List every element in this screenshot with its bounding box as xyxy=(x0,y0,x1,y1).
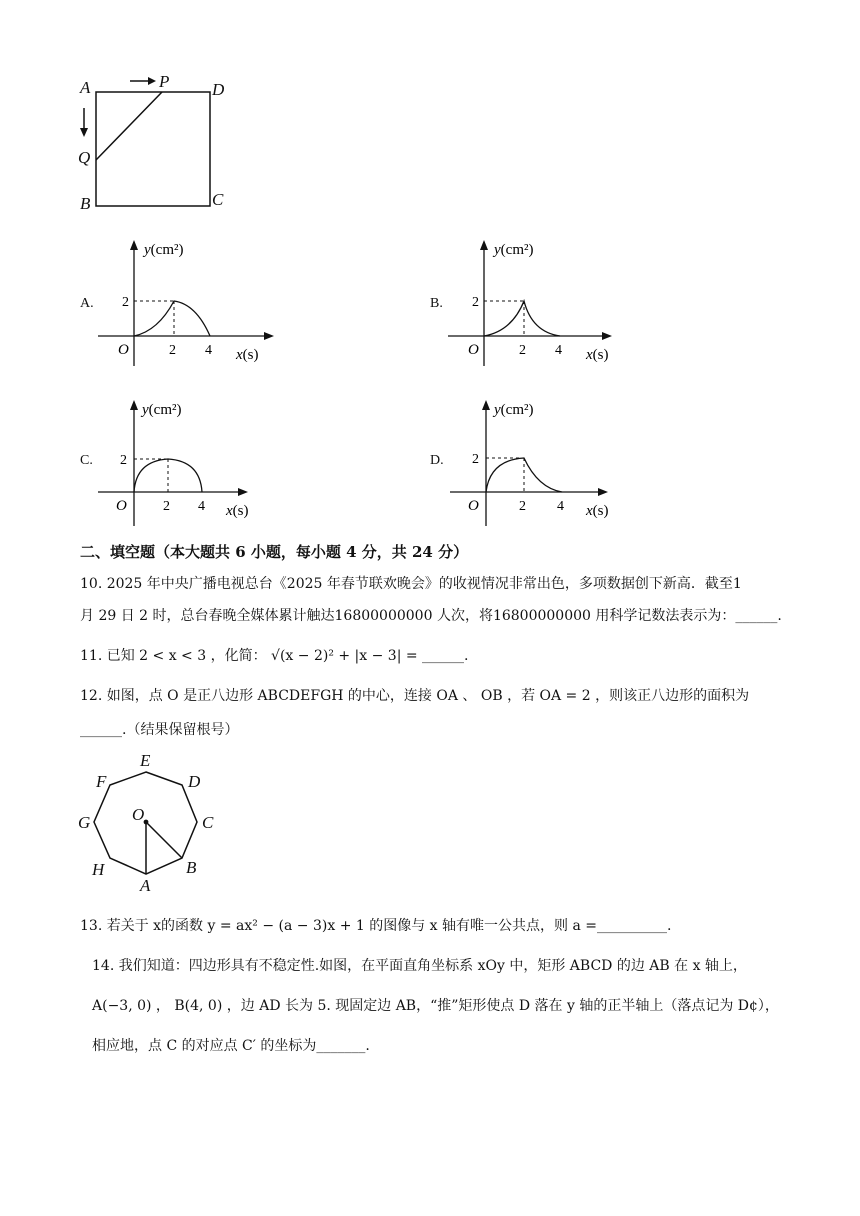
svg-text:x(s): x(s) xyxy=(586,347,609,363)
svg-text:O: O xyxy=(468,342,479,358)
label-B: B xyxy=(80,194,91,213)
octagon-label-E: E xyxy=(140,751,151,770)
svg-text:2: 2 xyxy=(122,295,129,310)
svg-text:y(cm²): y(cm²) xyxy=(144,242,184,258)
svg-text:O: O xyxy=(118,342,129,358)
label-P: P xyxy=(159,72,170,91)
svg-text:2: 2 xyxy=(519,499,526,514)
option-C-graph xyxy=(96,396,286,526)
option-A-letter: A. xyxy=(80,296,94,311)
q14-line3: 相应地，点 C 的对应点 C′ 的坐标为_______. xyxy=(92,1038,370,1054)
q11-text: 11. 已知 2 < x < 3 ，化简： √(x − 2)² + |x − 3| = ______. xyxy=(80,648,469,664)
octagon-figure xyxy=(74,750,234,900)
svg-text:y(cm²): y(cm²) xyxy=(494,242,534,258)
q12-line1: 12. 如图，点 O 是正八边形 ABCDEFGH 的中心，连接 OA 、 OB ，若 OA = 2 ，则该正八边形的面积为 xyxy=(80,688,750,704)
label-C: C xyxy=(212,190,224,209)
q14-line2: A(−3, 0) ， B(4, 0) ，边 AD 长为 5. 现固定边 AB，“推”矩形使点 D 落在 y 轴的正半轴上（落点记为 D¢）， xyxy=(92,998,779,1014)
q14-line1: 14. 我们知道：四边形具有不稳定性.如图，在平面直角坐标系 xOy 中，矩形 ABCD 的边 AB 在 x 轴上， xyxy=(92,958,747,974)
svg-text:y(cm²): y(cm²) xyxy=(494,402,534,418)
option-B-graph xyxy=(446,236,636,366)
svg-text:4: 4 xyxy=(205,343,212,358)
octagon-label-A: A xyxy=(140,876,151,895)
svg-text:y(cm²): y(cm²) xyxy=(142,402,182,418)
octagon-label-H: H xyxy=(92,860,105,879)
svg-text:2: 2 xyxy=(169,343,176,358)
svg-text:O: O xyxy=(116,498,127,514)
square-figure xyxy=(70,70,240,220)
section-heading: 二、填空题（本大题共 6 小题，每小题 4 分，共 24 分） xyxy=(80,543,469,561)
octagon-label-B: B xyxy=(186,858,197,877)
label-A: A xyxy=(80,78,91,97)
octagon-label-G: G xyxy=(78,813,91,832)
svg-text:4: 4 xyxy=(557,499,564,514)
svg-text:x(s): x(s) xyxy=(226,503,249,519)
svg-text:2: 2 xyxy=(519,343,526,358)
option-graphs xyxy=(0,236,860,536)
octagon-label-O: O xyxy=(132,805,145,824)
svg-text:2: 2 xyxy=(163,499,170,514)
svg-text:2: 2 xyxy=(472,452,479,467)
svg-text:2: 2 xyxy=(472,295,479,310)
option-D-letter: D. xyxy=(430,453,444,468)
option-D-graph xyxy=(448,396,638,526)
q13-text: 13. 若关于 x的函数 y = ax² − (a − 3)x + 1 的图像与 x 轴有唯一公共点，则 a =__________. xyxy=(80,918,672,934)
svg-text:4: 4 xyxy=(198,499,205,514)
option-C-letter: C. xyxy=(80,453,93,468)
option-A-graph xyxy=(96,236,286,366)
svg-text:4: 4 xyxy=(555,343,562,358)
svg-text:2: 2 xyxy=(120,453,127,468)
octagon-label-F: F xyxy=(96,772,107,791)
octagon-label-C: C xyxy=(202,813,214,832)
q12-line2: ______.（结果保留根号） xyxy=(80,722,239,738)
octagon-label-D: D xyxy=(188,772,201,791)
svg-text:x(s): x(s) xyxy=(236,347,259,363)
svg-text:O: O xyxy=(468,498,479,514)
label-D: D xyxy=(212,80,225,99)
option-B-letter: B. xyxy=(430,296,443,311)
q10-line1: 10. 2025 年中央广播电视总台《2025 年春节联欢晚会》的收视情况非常出色，多项数据创下新高．截至1 xyxy=(80,576,742,592)
q10-line2: 月 29 日 2 时，总台春晚全媒体累计触达16800000000 人次，将16800000000 用科学记数法表示为：______. xyxy=(80,608,782,624)
label-Q: Q xyxy=(78,148,91,167)
svg-text:x(s): x(s) xyxy=(586,503,609,519)
